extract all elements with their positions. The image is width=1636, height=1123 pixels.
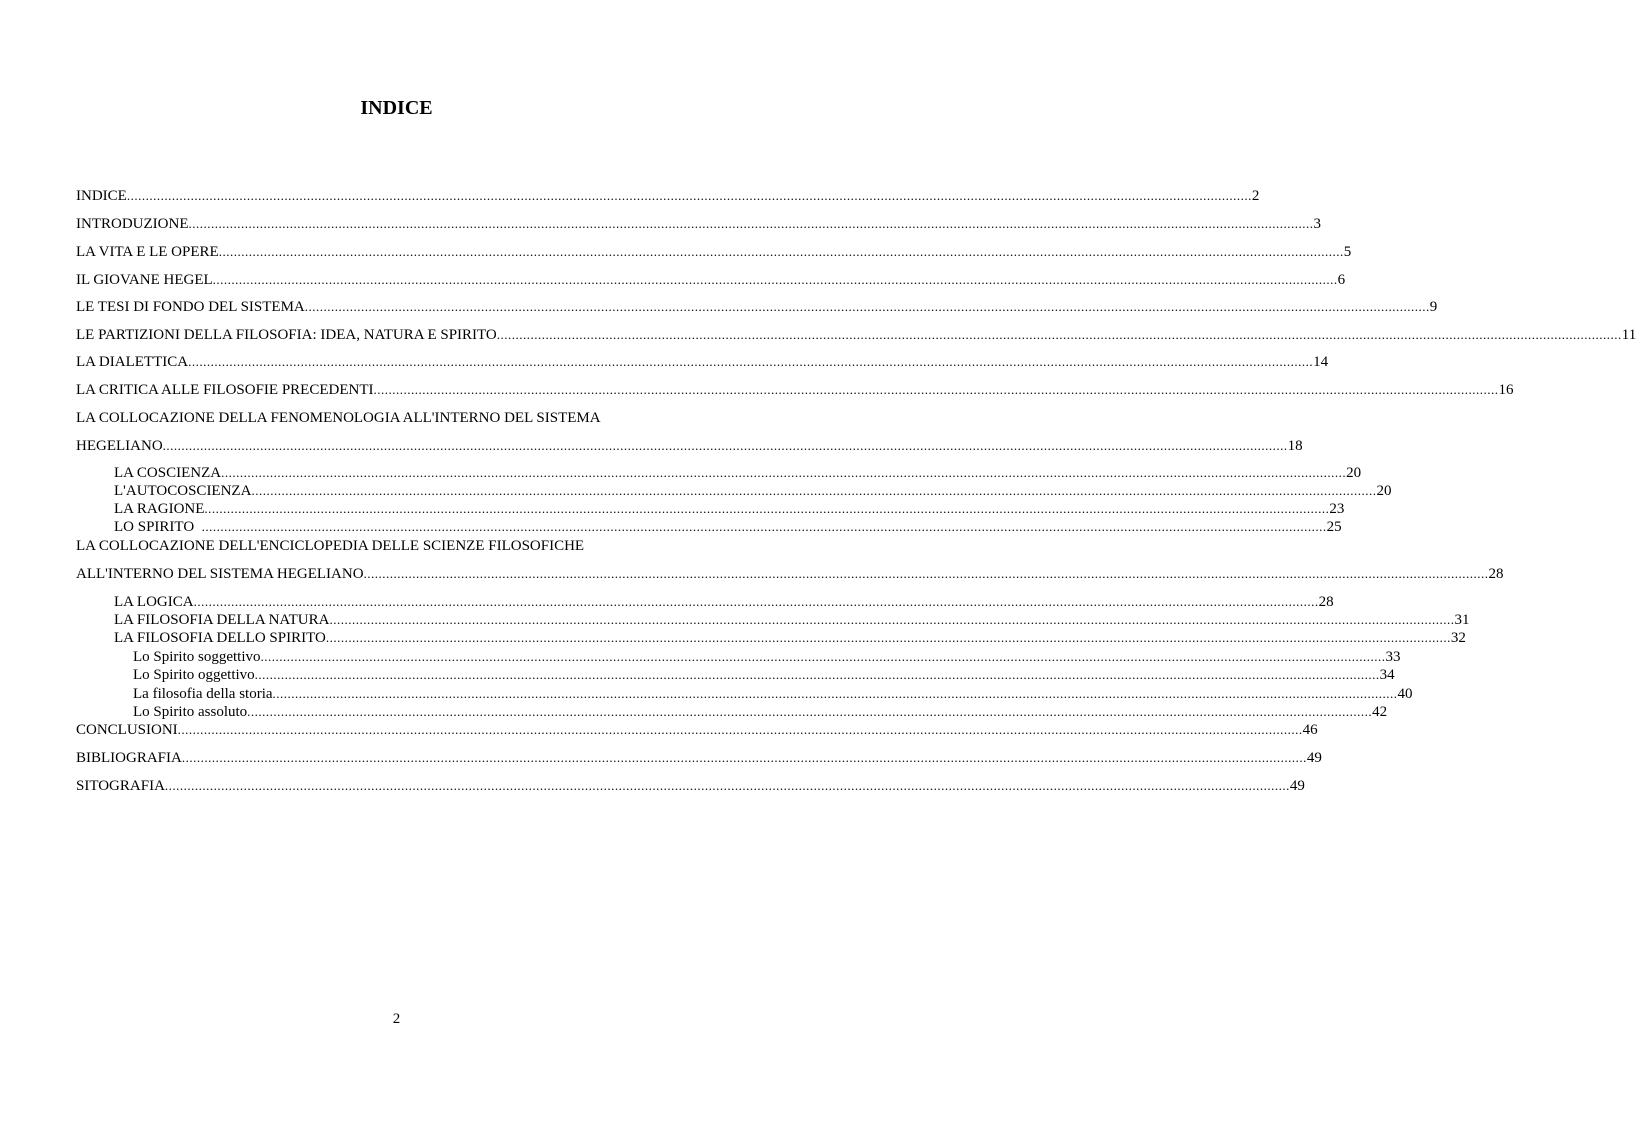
toc-entry-partizioni[interactable] xyxy=(76,326,1636,344)
dot-leader: ............................................................................................................................................................................................................................................................................................................ xyxy=(188,354,1314,369)
toc-entry-giovane-hegel[interactable] xyxy=(76,271,1346,289)
toc-entry-label: L'AUTOCOSCIENZA xyxy=(114,483,252,499)
toc-entry-label: LA LOGICA xyxy=(114,594,194,610)
dot-leader: ............................................................................................................................................................................................................................................................................................................ xyxy=(212,272,1338,287)
toc-entry-page: 33 xyxy=(1385,649,1401,665)
toc-entry-filosofia-storia[interactable] xyxy=(133,685,1413,703)
dot-leader: ............................................................................................................................................................................................................................................................................................................ xyxy=(496,327,1622,342)
toc-entry-page: 20 xyxy=(1376,483,1392,499)
dot-leader: ............................................................................................................................................................................................................................................................................................................ xyxy=(193,594,1319,609)
toc-entry-label: BIBLIOGRAFIA xyxy=(76,750,182,766)
toc-entry-label: LA COSCIENZA xyxy=(114,465,222,481)
toc-entry-page: 49 xyxy=(1289,778,1305,794)
dot-leader: ............................................................................................................................................................................................................................................................................................................ xyxy=(325,630,1451,645)
toc-entry-label: IL GIOVANE HEGEL xyxy=(76,272,213,288)
toc-entry-label: ALL'INTERNO DEL SISTEMA HEGELIANO xyxy=(76,566,364,582)
toc-entry-label: Lo Spirito soggettivo xyxy=(133,649,261,665)
dot-leader: ............................................................................................................................................................................................................................................................................................................ xyxy=(204,501,1330,516)
dot-leader: ............................................................................................................................................................................................................................................................................................................ xyxy=(164,778,1290,793)
dot-leader: ............................................................................................................................................................................................................................................................................................................ xyxy=(247,704,1373,719)
toc-entry-page: 49 xyxy=(1306,750,1322,766)
toc-entry-page: 46 xyxy=(1302,722,1318,738)
toc-entry-label: INDICE xyxy=(76,188,127,204)
toc-entry-page: 6 xyxy=(1337,272,1346,288)
toc-entry-fenomenologia-line1: LA COLLOCAZIONE DELLA FENOMENOLOGIA ALL'INTERNO DEL SISTEMA xyxy=(76,410,601,426)
dot-leader: ............................................................................................................................................................................................................................................................................................................ xyxy=(218,244,1344,259)
toc-entry-label: LE PARTIZIONI DELLA FILOSOFIA: IDEA, NATURA E SPIRITO xyxy=(76,327,497,343)
dot-leader: ............................................................................................................................................................................................................................................................................................................ xyxy=(260,649,1386,664)
toc-entry-page: 28 xyxy=(1488,566,1504,582)
toc-entry-label: LO SPIRITO xyxy=(114,519,202,535)
toc-entry-label: SITOGRAFIA xyxy=(76,778,165,794)
toc-entry-page: 5 xyxy=(1343,244,1352,260)
toc-entry-spirito-soggettivo[interactable] xyxy=(133,648,1401,666)
toc-entry-page: 32 xyxy=(1450,630,1466,646)
toc-entry-label: Lo Spirito assoluto xyxy=(133,704,248,720)
dot-leader: ............................................................................................................................................................................................................................................................................................................ xyxy=(188,216,1314,231)
toc-entry-page: 31 xyxy=(1454,612,1470,628)
dot-leader: ............................................................................................................................................................................................................................................................................................................ xyxy=(329,612,1455,627)
toc-entry-page: 34 xyxy=(1379,667,1395,683)
toc-entry-dialettica[interactable] xyxy=(76,353,1329,371)
toc-entry-spirito-oggettivo[interactable] xyxy=(133,666,1395,684)
dot-leader: ............................................................................................................................................................................................................................................................................................................ xyxy=(126,188,1252,203)
dot-leader: ............................................................................................................................................................................................................................................................................................................ xyxy=(363,566,1489,581)
toc-entry-label: LA VITA E LE OPERE xyxy=(76,244,219,260)
page-number: 2 xyxy=(392,1011,401,1027)
toc-entry-filosofia-natura[interactable] xyxy=(114,611,1470,629)
toc-entry-label: LA FILOSOFIA DELLO SPIRITO xyxy=(114,630,326,646)
toc-entry-ragione[interactable] xyxy=(114,500,1345,518)
toc-entry-vita-opere[interactable] xyxy=(76,243,1352,261)
toc-entry-fenomenologia[interactable] xyxy=(76,437,1303,455)
toc-entry-page: 20 xyxy=(1346,465,1362,481)
toc-entry-label: LA DIALETTICA xyxy=(76,354,189,370)
toc-entry-label: LE TESI DI FONDO DEL SISTEMA xyxy=(76,299,305,315)
dot-leader: ............................................................................................................................................................................................................................................................................................................ xyxy=(304,299,1430,314)
dot-leader: ............................................................................................................................................................................................................................................................................................................ xyxy=(181,750,1307,765)
toc-entry-label: LA CRITICA ALLE FILOSOFIE PRECEDENTI xyxy=(76,382,374,398)
toc-entry-label: INTRODUZIONE xyxy=(76,216,189,232)
toc-entry-logica[interactable] xyxy=(114,593,1334,611)
toc-entry-page: 40 xyxy=(1397,686,1413,702)
toc-entry-spirito[interactable] xyxy=(114,518,1342,536)
toc-entry-page: 16 xyxy=(1498,382,1514,398)
toc-entry-filosofia-spirito[interactable] xyxy=(114,629,1466,647)
toc-entry-label: LA FILOSOFIA DELLA NATURA xyxy=(114,612,330,628)
toc-entry-page: 2 xyxy=(1251,188,1260,204)
toc-entry-page: 14 xyxy=(1313,354,1329,370)
toc-entry-autocoscienza[interactable] xyxy=(114,482,1392,500)
toc-entry-conclusioni[interactable] xyxy=(76,721,1318,739)
toc-entry-page: 3 xyxy=(1313,216,1321,232)
toc-entry-page: 28 xyxy=(1318,594,1334,610)
dot-leader: ............................................................................................................................................................................................................................................................................................................ xyxy=(251,483,1377,498)
toc-entry-page: 9 xyxy=(1429,299,1438,315)
toc-entry-page: 25 xyxy=(1326,519,1342,535)
toc-entry-label: La filosofia della storia xyxy=(133,686,273,702)
toc-entry-label: CONCLUSIONI xyxy=(76,722,178,738)
dot-leader: ............................................................................................................................................................................................................................................................................................................ xyxy=(162,438,1288,453)
dot-leader: ............................................................................................................................................................................................................................................................................................................ xyxy=(201,519,1327,534)
dot-leader: ............................................................................................................................................................................................................................................................................................................ xyxy=(272,686,1398,701)
toc-entry-spirito-assoluto[interactable] xyxy=(133,703,1388,721)
toc-entry-label: LA RAGIONE xyxy=(114,501,205,517)
dot-leader: ............................................................................................................................................................................................................................................................................................................ xyxy=(177,722,1303,737)
dot-leader: ............................................................................................................................................................................................................................................................................................................ xyxy=(373,382,1499,397)
toc-entry-indice[interactable] xyxy=(76,187,1260,205)
toc-entry-sitografia[interactable] xyxy=(76,777,1305,795)
toc-entry-bibliografia[interactable] xyxy=(76,749,1322,767)
dot-leader: ............................................................................................................................................................................................................................................................................................................ xyxy=(221,465,1347,480)
toc-entry-introduzione[interactable] xyxy=(76,215,1321,233)
toc-entry-page: 11 xyxy=(1621,327,1636,343)
toc-entry-page: 18 xyxy=(1287,438,1303,454)
toc-entry-enciclopedia[interactable] xyxy=(76,565,1504,583)
toc-entry-tesi-di-fondo[interactable] xyxy=(76,298,1438,316)
toc-entry-critica[interactable] xyxy=(76,381,1514,399)
toc-entry-page: 42 xyxy=(1372,704,1388,720)
toc-entry-label: HEGELIANO xyxy=(76,438,163,454)
toc-entry-coscienza[interactable] xyxy=(114,464,1362,482)
toc-entry-label: Lo Spirito oggettivo xyxy=(133,667,255,683)
toc-entry-page: 23 xyxy=(1329,501,1345,517)
toc-entry-enciclopedia-line1: LA COLLOCAZIONE DELL'ENCICLOPEDIA DELLE SCIENZE FILOSOFICHE xyxy=(76,538,585,554)
dot-leader: ............................................................................................................................................................................................................................................................................................................ xyxy=(254,667,1380,682)
page-title: INDICE xyxy=(360,97,433,119)
